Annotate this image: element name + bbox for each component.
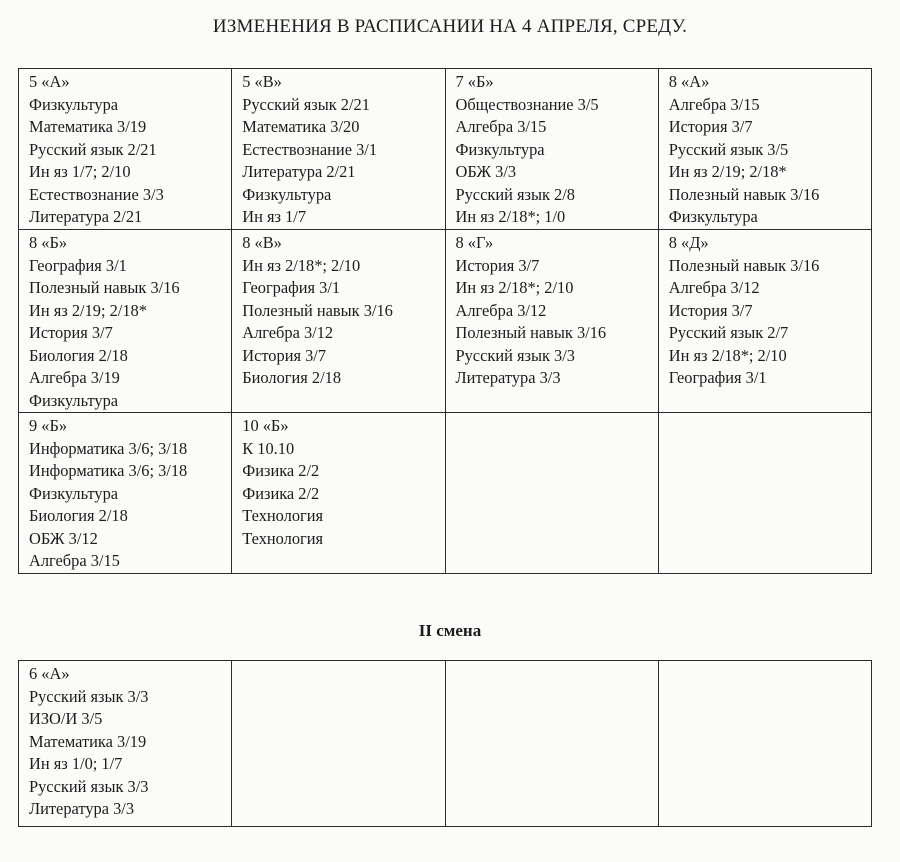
class-cell: [445, 661, 658, 827]
class-name: 7 «Б»: [455, 72, 494, 91]
class-cell: [19, 69, 232, 230]
class-cell: [445, 413, 658, 574]
class-name: 5 «А»: [29, 72, 70, 91]
lesson-entry: История 3/7: [455, 255, 540, 275]
lesson-entry: ОБЖ 3/3: [455, 162, 517, 181]
class-cell: [232, 661, 445, 827]
lesson-entry: Естествознание 3/3: [29, 184, 164, 204]
lesson-entry: Полезный навык 3/16: [455, 323, 607, 342]
class-cell: [232, 69, 445, 230]
lesson-entry: Ин яз 1/0; 1/7: [29, 754, 123, 773]
lesson-entry: Математика 3/19: [29, 731, 147, 751]
lesson-entry: Ин яз 2/18*; 2/10: [668, 345, 787, 365]
lesson-entry: Обществознание 3/5: [455, 94, 599, 114]
lesson-entry: Ин яз 2/18*; 1/0: [455, 207, 566, 226]
lesson-entry: Русский язык 2/21: [29, 139, 157, 159]
class-cell: [232, 413, 445, 574]
class-name: 6 «А»: [29, 664, 70, 683]
lesson-entry: История 3/7: [668, 117, 753, 136]
lesson-entry: Русский язык 3/3: [29, 776, 149, 796]
lesson-entry: Ин яз 2/18*; 2/10: [455, 278, 574, 297]
class-cell: [658, 661, 871, 827]
lesson-entry: Биология 2/18: [242, 368, 342, 387]
lesson-entry: Алгебра 3/15: [29, 551, 120, 570]
lesson-entry: Физкультура: [455, 139, 545, 159]
class-name: 8 «Б»: [29, 233, 68, 252]
lesson-entry: Литература 2/21: [29, 207, 143, 226]
lesson-entry: Алгебра 3/15: [668, 94, 760, 114]
lesson-entry: История 3/7: [242, 345, 327, 365]
lesson-entry: Русский язык 2/7: [668, 323, 789, 342]
lesson-entry: Русский язык 3/3: [29, 686, 149, 706]
class-cell: [19, 413, 232, 574]
lesson-entry: Ин яз 1/7; 2/10: [29, 162, 131, 181]
lesson-entry: Биология 2/18: [29, 506, 128, 525]
lesson-entry: Алгебра 3/12: [668, 278, 760, 297]
lesson-entry: Физкультура: [29, 390, 119, 410]
class-name: 8 «Г»: [455, 233, 494, 252]
lesson-entry: Физика 2/2: [242, 483, 320, 503]
lesson-entry: Полезный навык 3/16: [242, 300, 393, 320]
class-cell: [445, 230, 658, 413]
lesson-entry: Алгебра 3/19: [29, 368, 120, 387]
lesson-entry: ОБЖ 3/12: [29, 528, 98, 548]
lesson-entry: Информатика 3/6; 3/18: [29, 438, 188, 458]
table-row: [19, 661, 872, 827]
class-name: 8 «В»: [242, 233, 282, 252]
class-cell: [19, 661, 232, 827]
class-cell: [658, 413, 871, 574]
lesson-entry: Полезный навык 3/16: [668, 255, 820, 275]
lesson-entry: Технология: [242, 528, 324, 548]
lesson-entry: Технология: [242, 506, 324, 525]
lesson-entry: Физкультура: [29, 94, 119, 114]
lesson-entry: Литература 3/3: [455, 368, 561, 387]
lesson-entry: Физкультура: [242, 184, 332, 204]
lesson-entry: Русский язык 3/3: [455, 345, 575, 365]
lesson-entry: Русский язык 2/21: [242, 94, 370, 114]
lesson-entry: Ин яз 1/7: [242, 207, 307, 226]
lesson-entry: Ин яз 2/19; 2/18*: [668, 162, 787, 181]
lesson-entry: Биология 2/18: [29, 345, 128, 365]
lesson-entry: География 3/1: [242, 278, 341, 297]
lesson-entry: История 3/7: [29, 323, 113, 342]
lesson-entry: Русский язык 3/5: [668, 139, 789, 159]
lesson-entry: Русский язык 2/8: [455, 184, 575, 204]
schedule-table-shift-1: [18, 68, 872, 574]
lesson-entry: Информатика 3/6; 3/18: [29, 461, 188, 480]
table-row: [19, 413, 872, 574]
class-cell: [232, 230, 445, 413]
class-name: 5 «В»: [242, 72, 282, 91]
lesson-entry: Полезный навык 3/16: [668, 184, 820, 204]
table-row: [19, 230, 872, 413]
lesson-entry: Математика 3/20: [242, 117, 360, 136]
lesson-entry: К 10.10: [242, 438, 295, 458]
lesson-entry: География 3/1: [29, 255, 127, 275]
page-title: ИЗМЕНЕНИЯ В РАСПИСАНИИ НА 4 АПРЕЛЯ, СРЕДУ.: [212, 16, 688, 37]
lesson-entry: Литература 2/21: [242, 162, 356, 181]
lesson-entry: Алгебра 3/15: [455, 117, 547, 136]
lesson-entry: География 3/1: [668, 368, 767, 387]
class-name: 8 «Д»: [668, 233, 709, 252]
lesson-entry: Математика 3/19: [29, 117, 147, 136]
shift-2-heading: II смена: [418, 621, 482, 640]
lesson-entry: Физика 2/2: [242, 461, 320, 480]
lesson-entry: Алгебра 3/12: [455, 300, 547, 320]
lesson-entry: Естествознание 3/1: [242, 139, 378, 159]
class-name: 9 «Б»: [29, 416, 68, 435]
class-cell: [19, 230, 232, 413]
lesson-entry: Алгебра 3/12: [242, 323, 334, 342]
lesson-entry: Литература 3/3: [29, 799, 135, 818]
lesson-entry: История 3/7: [668, 300, 753, 320]
lesson-entry: Полезный навык 3/16: [29, 278, 180, 297]
lesson-entry: Ин яз 2/19; 2/18*: [29, 300, 147, 320]
class-name: 8 «А»: [668, 72, 710, 91]
schedule-table-shift-2: [18, 660, 872, 827]
class-name: 10 «Б»: [242, 416, 289, 435]
class-cell: [658, 230, 871, 413]
lesson-entry: Ин яз 2/18*; 2/10: [242, 255, 361, 275]
lesson-entry: Физкультура: [668, 207, 758, 226]
lesson-entry: ИЗО/И 3/5: [29, 709, 103, 728]
class-cell: [445, 69, 658, 230]
class-cell: [658, 69, 871, 230]
table-row: [19, 69, 872, 230]
lesson-entry: Физкультура: [29, 483, 119, 503]
